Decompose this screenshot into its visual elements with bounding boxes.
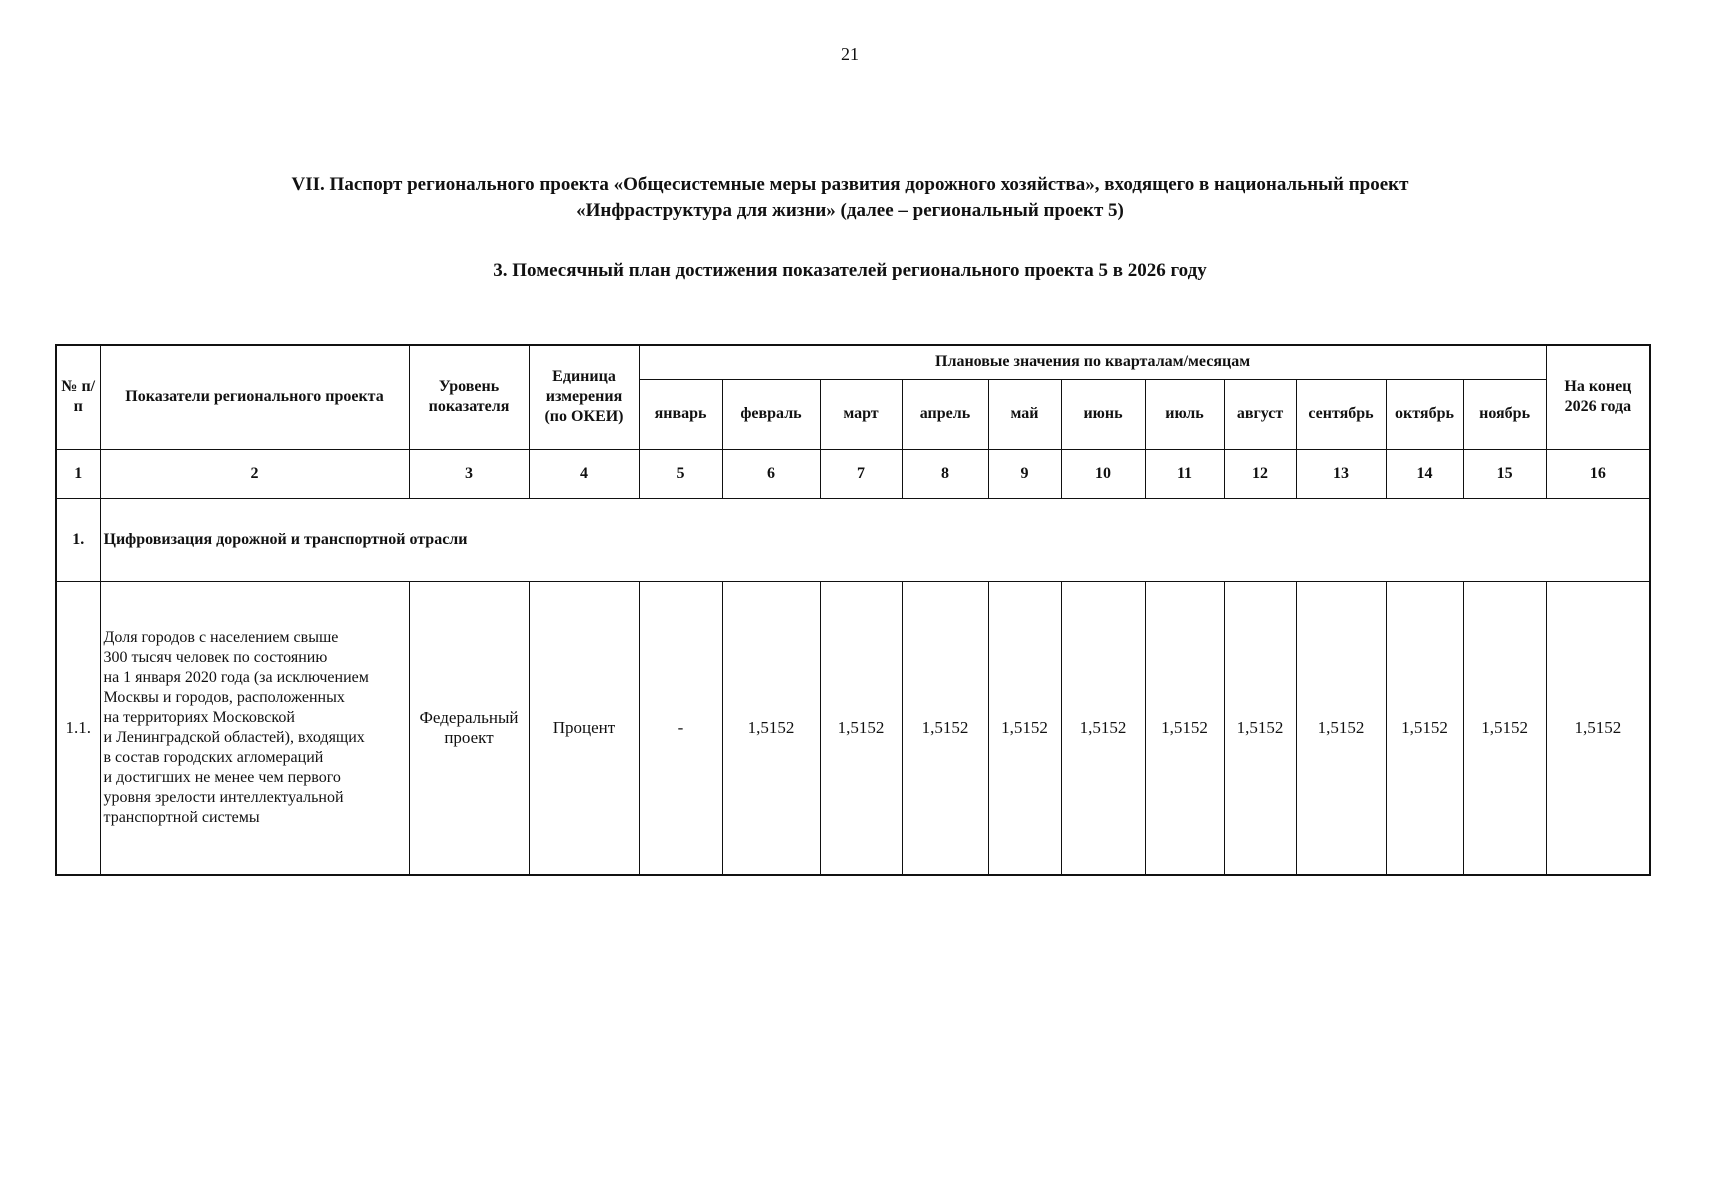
column-number: 10 [1061, 449, 1145, 498]
header-month: май [988, 379, 1061, 449]
indicator-line: на 1 января 2020 года (за исключением [103, 668, 369, 686]
header-month: февраль [722, 379, 820, 449]
column-numbers-row [56, 449, 1650, 498]
month-value: 1,5152 [1061, 581, 1145, 875]
column-number: 8 [902, 449, 988, 498]
month-value: 1,5152 [820, 581, 902, 875]
indicator-unit: Процент [529, 581, 639, 875]
header-indicator: Показатели регионального проекта [100, 345, 409, 449]
indicator-line: на территориях Московской [103, 708, 295, 726]
column-number: 12 [1224, 449, 1296, 498]
column-number: 2 [100, 449, 409, 498]
column-number: 7 [820, 449, 902, 498]
column-number: 14 [1386, 449, 1463, 498]
month-value: 1,5152 [1463, 581, 1546, 875]
page-number: 21 [841, 44, 859, 64]
indicator-line: уровня зрелости интеллектуальной [103, 788, 344, 806]
header-month: ноябрь [1463, 379, 1546, 449]
column-number: 11 [1145, 449, 1224, 498]
column-number: 16 [1546, 449, 1650, 498]
header-planned-values: Плановые значения по кварталам/месяцам [639, 345, 1546, 379]
column-number: 3 [409, 449, 529, 498]
month-value: 1,5152 [1145, 581, 1224, 875]
header-month: июнь [1061, 379, 1145, 449]
indicator-line: и достигших не менее чем первого [103, 768, 341, 786]
monthly-plan-table [55, 344, 1651, 876]
indicator-name [100, 581, 409, 875]
column-number: 9 [988, 449, 1061, 498]
month-value: 1,5152 [1224, 581, 1296, 875]
column-number: 5 [639, 449, 722, 498]
header-month: январь [639, 379, 722, 449]
month-value: 1,5152 [902, 581, 988, 875]
header-month: март [820, 379, 902, 449]
column-number: 6 [722, 449, 820, 498]
section-num: 1. [56, 498, 100, 581]
column-number: 1 [56, 449, 100, 498]
header-end-of-year: На конец 2026 года [1546, 345, 1650, 449]
indicator-level: Федеральный проект [409, 581, 529, 875]
month-value: 1,5152 [722, 581, 820, 875]
header-month: апрель [902, 379, 988, 449]
section-row [56, 498, 1650, 581]
section-title-line1: VII. Паспорт регионального проекта «Общесистемные меры развития дорожного хозяйства», входящего в национальный проект [291, 174, 1409, 195]
header-unit: Единица измерения (по ОКЕИ) [529, 345, 639, 449]
header-month: август [1224, 379, 1296, 449]
header-level: Уровень показателя [409, 345, 529, 449]
section-title-line2: «Инфраструктура для жизни» (далее – региональный проект 5) [576, 200, 1124, 221]
subsection-title: 3. Помесячный план достижения показателей регионального проекта 5 в 2026 году [493, 260, 1207, 281]
indicator-line: Москвы и городов, расположенных [103, 688, 345, 706]
table-row [56, 581, 1650, 875]
column-number: 4 [529, 449, 639, 498]
header-num: № п/п [56, 345, 100, 449]
indicator-line: транспортной системы [103, 808, 260, 826]
indicator-line: 300 тысяч человек по состоянию [103, 648, 328, 666]
month-value: 1,5152 [1296, 581, 1386, 875]
month-value: - [639, 581, 722, 875]
section-title [0, 172, 1700, 224]
indicator-line: Доля городов с населением свыше [103, 628, 339, 646]
section-name: Цифровизация дорожной и транспортной отрасли [100, 498, 1650, 581]
end-of-year-value: 1,5152 [1546, 581, 1650, 875]
indicator-line: и Ленинградской областей), входящих [103, 728, 365, 746]
column-number: 15 [1463, 449, 1546, 498]
header-month: сентябрь [1296, 379, 1386, 449]
header-month: июль [1145, 379, 1224, 449]
month-value: 1,5152 [988, 581, 1061, 875]
indicator-line: в состав городских агломераций [103, 748, 324, 766]
header-month: октябрь [1386, 379, 1463, 449]
column-number: 13 [1296, 449, 1386, 498]
month-value: 1,5152 [1386, 581, 1463, 875]
row-num: 1.1. [56, 581, 100, 875]
